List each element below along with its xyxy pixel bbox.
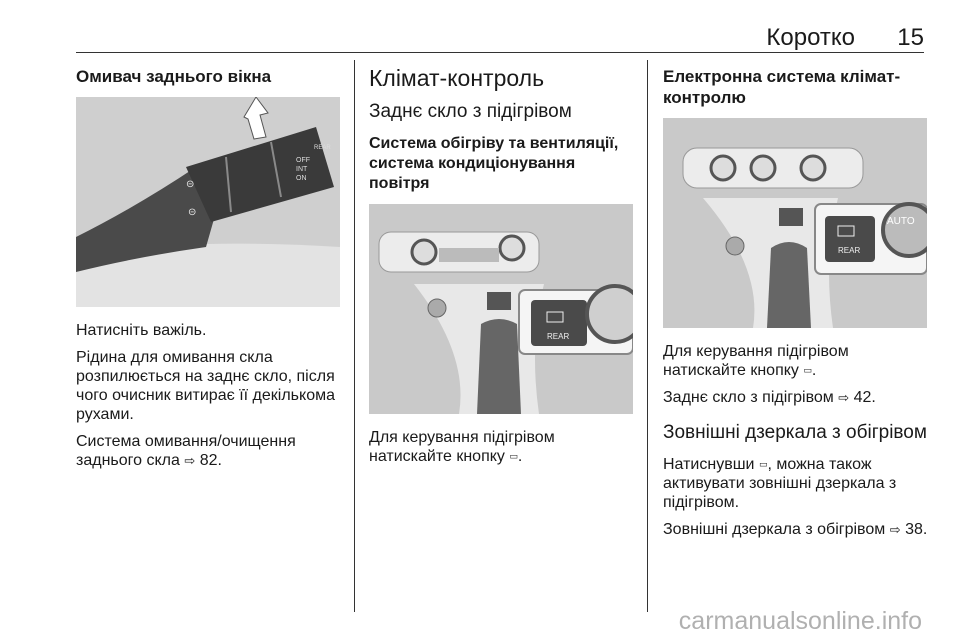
mirrors-ref-page[interactable]: 38. [905,521,928,538]
column-divider-2 [647,60,648,612]
lever-label-off: OFF [296,157,310,164]
column-divider-1 [354,60,355,612]
panel-label-rear: REAR [547,332,570,341]
sentence-end: . [811,362,817,379]
paragraph-press-rear-button [369,428,634,466]
wiper-lever-figure [76,97,340,307]
reference-arrow-icon: ⇨ [838,390,850,405]
section-heading-electronic-climate: Електронна система клімат-контролю [663,67,901,107]
page-number: 15 [897,24,924,51]
heated-rear-ref-page[interactable]: 42. [853,389,876,406]
section-heading-heated-mirrors: Зовнішні дзеркала з обігрівом [663,422,927,443]
paragraph-mirrors-ref [663,520,928,539]
column-climate-control [369,60,634,474]
rear-window-heat-icon: ▭ [758,459,768,470]
paragraph-press-lever: Натисніть важіль. [76,322,207,339]
panel-label-auto: AUTO [887,216,915,227]
heated-rear-ref-text: Заднє скло з підігрівом [663,389,834,406]
lever-label-int: INT [296,166,308,173]
mirrors-activate-start: Натиснувши [663,456,755,473]
manual-climate-panel-figure [369,204,633,414]
section-heading-rear-washer: Омивач заднього вікна [76,67,272,86]
washer-ref-text: Система омивання/очищення заднього скла [76,433,296,469]
sentence-end: . [517,448,523,465]
mirrors-ref-text: Зовнішні дзеркала з обігрівом [663,521,886,538]
paragraph-washer-fluid: Рідина для омивання скла розпилюється на заднє скло, після чого очисник витирає її декількома рухами. [76,349,335,423]
header-divider [76,52,924,53]
rear-window-heat-icon: ▭ [803,365,812,376]
column-rear-washer [76,60,340,478]
lever-label-rear: REAR [314,145,331,151]
press-rear-text: Для керування підігрівом натискайте кнопку [369,429,555,465]
rear-window-heat-icon: ▭ [509,451,518,462]
subsection-heading-heating-ventilation: Система обігріву та вентиляції, система кондиціонування повітря [369,135,619,192]
reference-arrow-icon: ⇨ [889,522,901,537]
page-header-title: Коротко [766,24,855,51]
paragraph-heated-rear-ref [663,388,928,407]
paragraph-press-rear-button [663,342,928,380]
mirrors-activate-text: , можна також активувати зовнішні дзеркала з підігрівом. [663,456,897,511]
svg-text:⊝: ⊝ [188,207,197,218]
washer-ref-page[interactable]: 82. [199,452,222,469]
panel-label-rear: REAR [838,246,861,255]
section-heading-heated-rear-window: Заднє скло з підігрівом [369,101,572,122]
watermark: carmanualsonline.info [678,607,922,635]
paragraph-washer-ref [76,432,340,470]
lever-label-on: ON [296,175,307,182]
column-electronic-climate [663,60,928,547]
electronic-climate-panel-figure [663,118,927,328]
paragraph-mirrors-activate [663,455,928,512]
svg-text:⊝: ⊝ [186,179,195,190]
press-rear-text: Для керування підігрівом натискайте кнопку [663,343,849,379]
reference-arrow-icon: ⇨ [184,453,196,468]
chapter-title-climate-control: Клімат-контроль [369,65,545,91]
